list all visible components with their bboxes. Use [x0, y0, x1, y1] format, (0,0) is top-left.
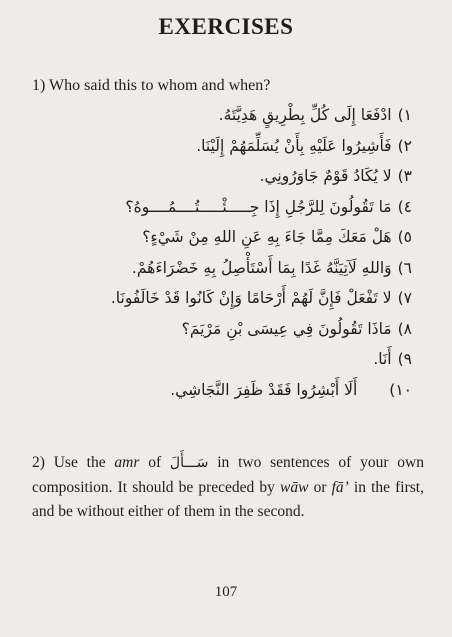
- item-number: ٧): [397, 289, 412, 307]
- waw-term: wāw: [280, 478, 309, 496]
- q2-text: in two sentences of your own composition. It should be preceded by: [32, 454, 424, 496]
- q2-text: of: [139, 454, 170, 471]
- list-item: [22, 100, 412, 131]
- arabic-sentence: أَنَا.: [373, 350, 392, 368]
- item-number: ٢): [397, 136, 412, 155]
- amr-term: amr: [114, 454, 140, 471]
- arabic-sentence: فَأَشِيرُوا عَلَيْهِ بِأَنْ يُسَلِّمَهُمْ إِلَيْنَا.: [196, 136, 392, 155]
- list-item: [22, 375, 412, 406]
- list-item: [22, 222, 412, 253]
- arabic-sentence: لا يُكَادُ قَوْمٌ جَاوَرُونِي.: [259, 167, 392, 185]
- item-number: ٤): [397, 197, 412, 216]
- list-item: [22, 314, 412, 345]
- fa-term: fā’: [331, 478, 349, 496]
- arabic-sentence-list: [22, 100, 412, 405]
- list-item: [22, 161, 412, 192]
- list-item: [22, 192, 412, 223]
- arabic-verb: سَـــأَلَ: [169, 455, 209, 471]
- arabic-sentence: ادْفَعَا إِلَى كُلِّ بِطْرِيقٍ هَدِيَّتَهُ.: [218, 106, 392, 124]
- item-number: ١٠): [389, 380, 412, 399]
- arabic-sentence: مَاذَا تَقُولُونَ فِي عِيسَى بْنِ مَرْيَمَ؟: [181, 319, 392, 338]
- page-title: EXERCISES: [158, 14, 294, 39]
- list-item: [22, 131, 412, 162]
- item-number: ٥): [397, 228, 412, 246]
- q2-text: or: [308, 478, 332, 496]
- item-number: ١): [397, 106, 412, 124]
- item-number: ٨): [397, 319, 412, 338]
- q2-text: 2) Use the: [32, 454, 115, 471]
- arabic-sentence: هَلْ مَعَكَ مِمَّا جَاءَ بِهِ عَنِ اللهِ مِنْ شَيْءٍ؟: [142, 228, 392, 246]
- arabic-sentence: أَلَا أَبْشِرُوا فَقَدْ ظَفِرَ النَّجَاشِي.: [170, 380, 358, 399]
- item-number: ٩): [397, 350, 412, 368]
- question-2-paragraph: [32, 451, 424, 525]
- arabic-sentence: مَا تَقُولُونَ لِلرَّجُلِ إِذَا جِـــــئْـــــتُــــمُــــوهُ؟: [125, 197, 392, 216]
- list-item: [22, 253, 412, 284]
- list-item: [22, 344, 412, 375]
- list-item: [22, 283, 412, 314]
- q2-text: in the first, and be without either of them in the second.: [32, 478, 424, 520]
- question-1-prompt: 1) Who said this to whom and when?: [32, 77, 271, 94]
- arabic-sentence: لا تَفْعَلْ فَإِنَّ لَهُمْ أَرْحَامًا وَإِنْ كَانُوا قَدْ خَالَفُونَا.: [110, 289, 392, 307]
- item-number: ٦): [397, 258, 412, 277]
- page-number: 107: [214, 584, 238, 600]
- arabic-sentence: وَاللهِ لَآتِيَنَّهُ غَدًا بِمَا أَسْتَأْصِلُ بِهِ خَضْرَاءَهُمْ.: [131, 258, 392, 277]
- item-number: ٣): [397, 167, 412, 185]
